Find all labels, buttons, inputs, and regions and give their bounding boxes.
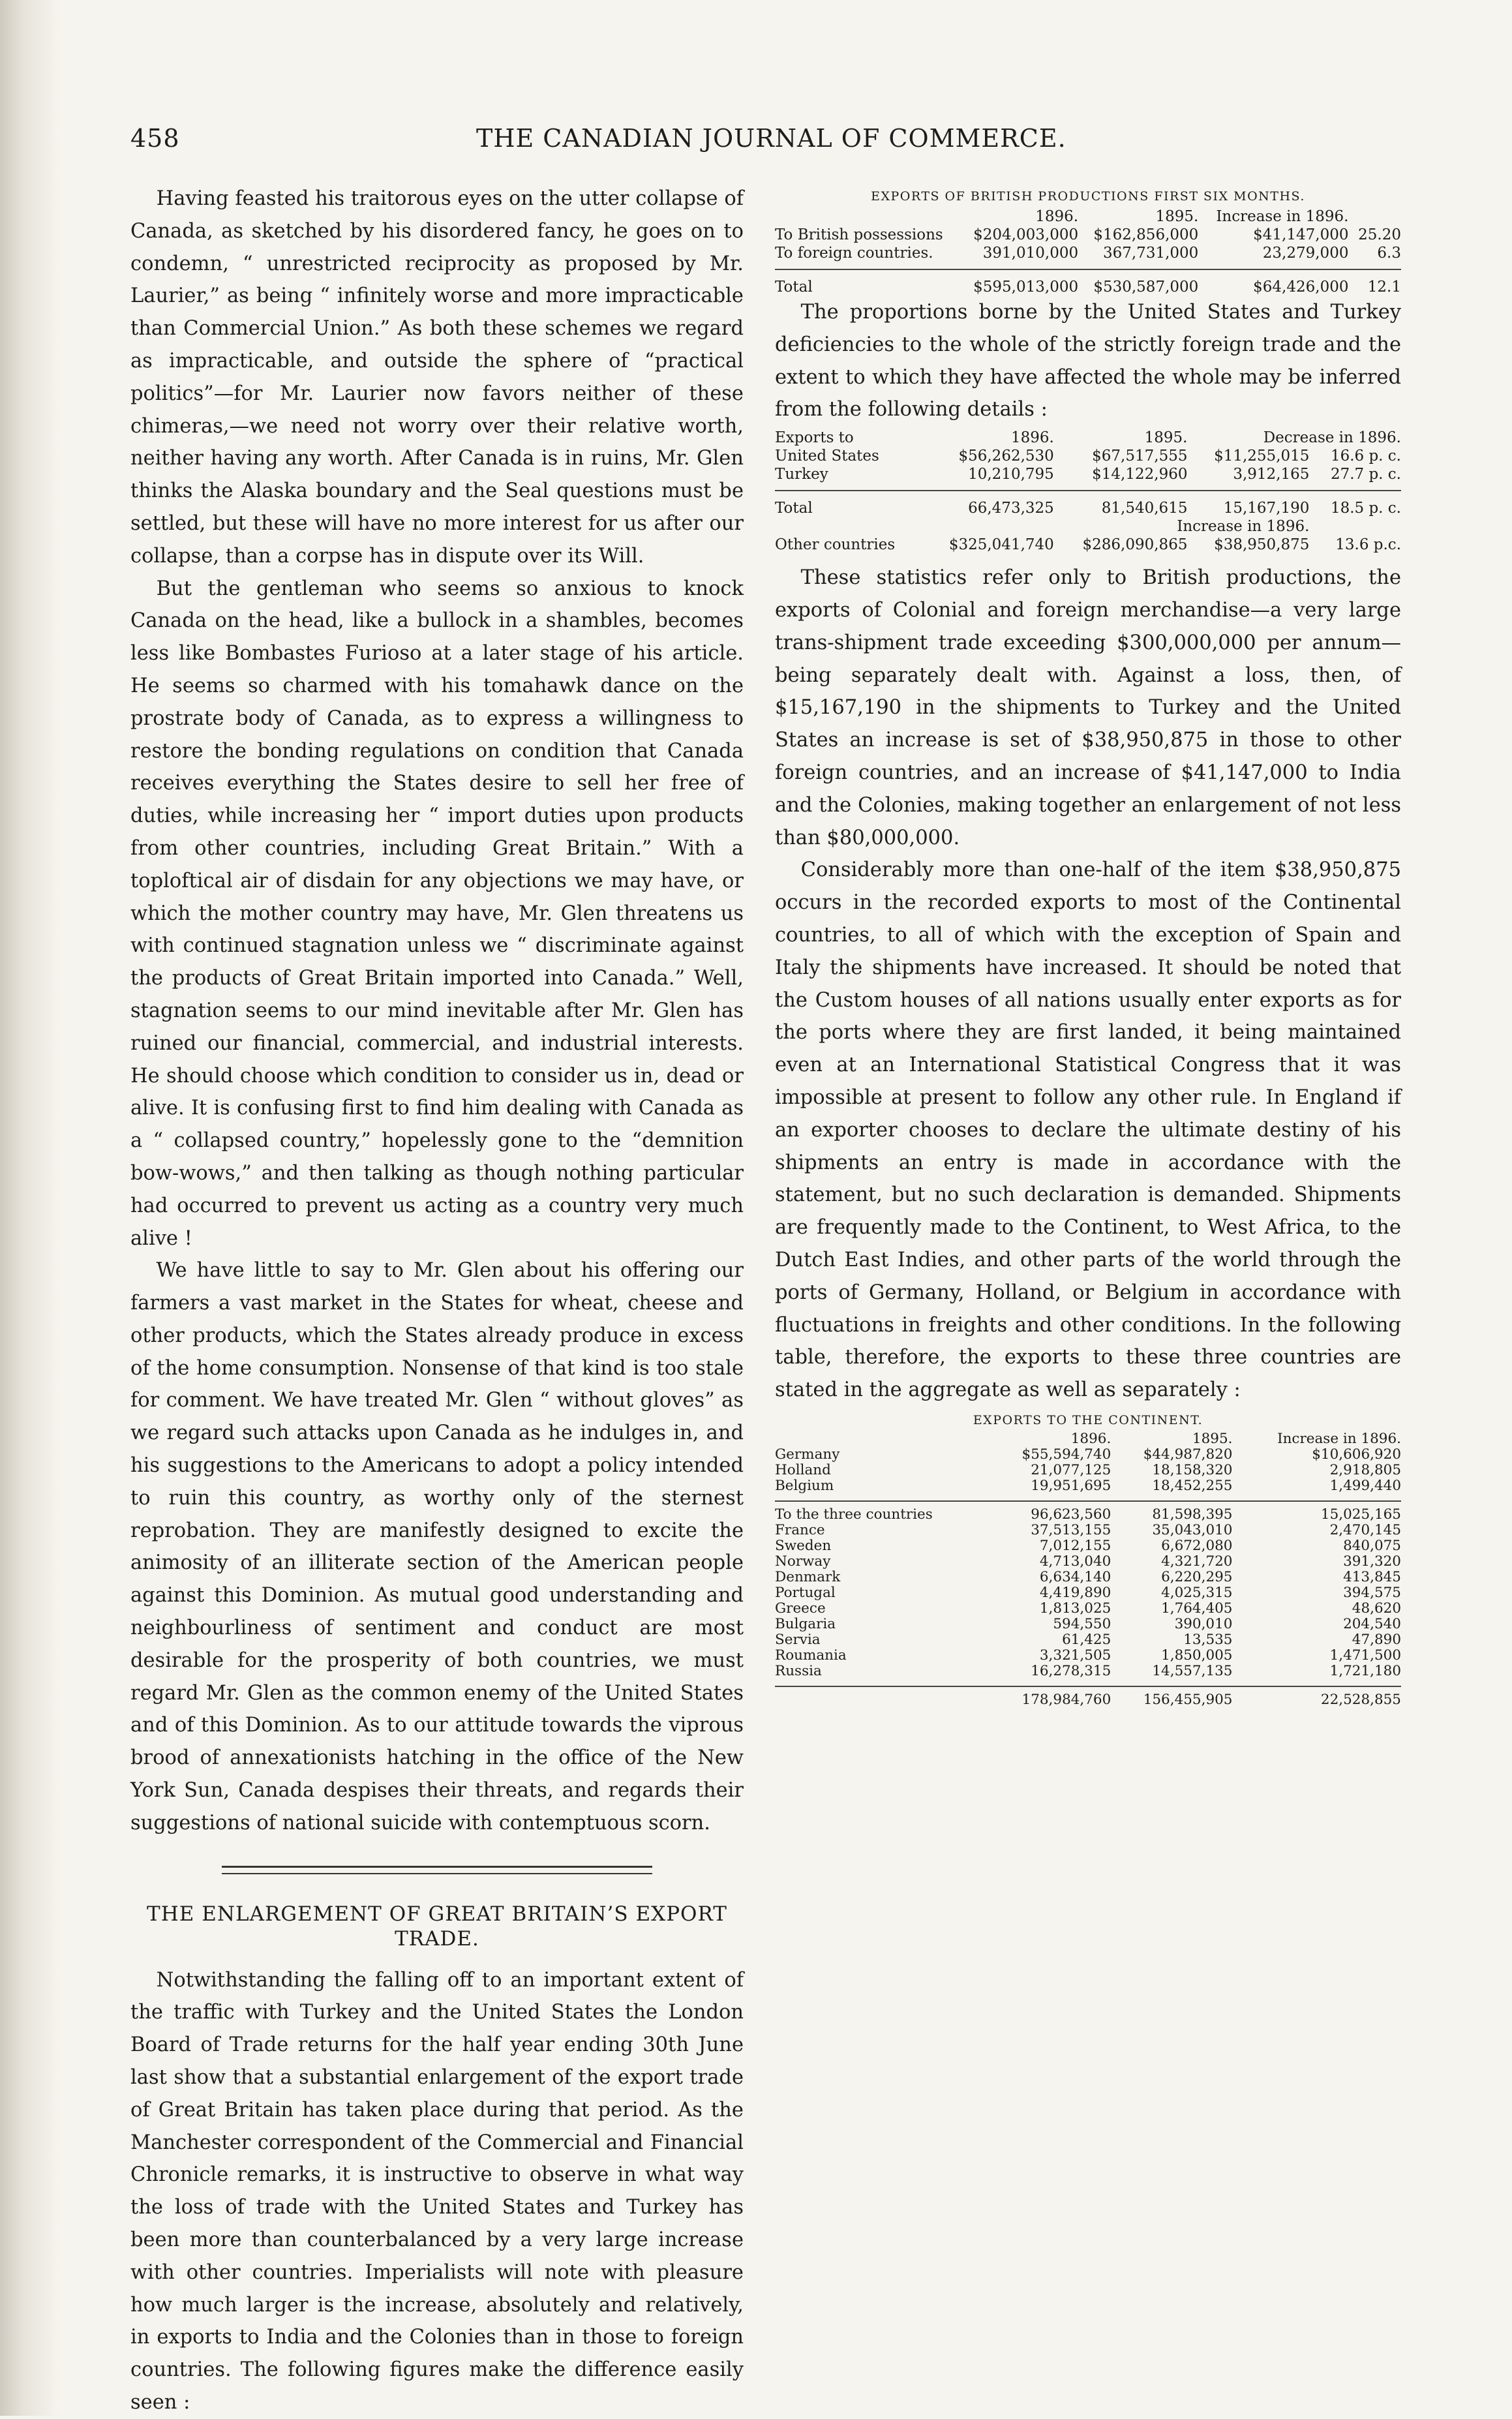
table-row: Roumania 3,321,505 1,850,005 1,471,500 [775,1647,1401,1664]
table-row: Turkey 10,210,795 $14,122,960 3,912,165 27.7 p. c. [775,466,1401,483]
right-column [775,183,1401,1708]
increase-label: Increase in 1896. [1177,518,1310,536]
page-edge-shadow [0,0,59,2416]
table-continent-caption: EXPORTS TO THE CONTINENT. [973,1412,1203,1427]
section-divider [222,1866,652,1868]
table-header: 1895. [1144,429,1188,447]
table-row: Portugal 4,419,890 4,025,315 394,575 [775,1584,1401,1601]
table-row: United States $56,262,530 $67,517,555 $11,255,015 16.6 p. c. [775,448,1401,465]
table-header [775,1431,990,1447]
left-column [130,183,744,2419]
exports-table [775,207,1401,296]
table-row: Other countries $325,041,740 $286,090,865 $38,950,875 13.6 p.c. [775,536,1401,554]
table-row: Denmark 6,634,140 6,220,295 413,845 [775,1568,1401,1585]
table-row: To foreign countries. 391,010,000 367,731,000 23,279,000 6.3 [775,245,1401,262]
table-total-row: 178,984,760 156,455,905 22,528,855 [775,1686,1401,1708]
article1-paragraph: We have little to say to Mr. Glen about his offering our farmers a vast market in the States for wheat, cheese and other products, which the States already produce in excess of the home consumption. Nonsense of that kind is too stale for comment. We have treated Mr. Glen “ without gloves” as we regard such attacks upon Canada as he indulges in, and his suggestions to the Americans to adopt a policy intended to ruin this country, as worthy only of the sternest reprobation. They are manifestly designed to excite the animosity of an illiterate section of the American people against this Dominion. As mutual good understanding and neighbourliness of sentiment and conduct are most desirable for the prosperity of both countries, we must regard Mr. Glen as the common enemy of the United States and of this Dominion. As to our attitude towards the viprous brood of annexationists hatching in the office of the New York Sun, Canada despises their threats, and regards their suggestions of national suicide with contemptuous scorn. [130,1259,744,1834]
table-total-row: Total $595,013,000 $530,587,000 $64,426,000 12.1 [775,269,1401,296]
table-header [775,207,958,226]
table-row: Norway 4,713,040 4,321,720 391,320 [775,1553,1401,1570]
article2-paragraph: The proportions borne by the United States and Turkey deficiencies to the whole of the strictly foreign trade and the extent to which they have affected the whole may be inferred from the following details : [775,301,1401,421]
continent-table [775,1431,1401,1708]
table-header: Increase in 1896. [1216,208,1349,225]
table-row: Bulgaria 594,550 390,010 204,540 [775,1615,1401,1632]
table-row: Servia 61,425 13,535 47,890 [775,1631,1401,1648]
table-header: Exports to [775,429,854,447]
table-row: Sweden 7,012,155 6,672,080 840,075 [775,1537,1401,1554]
decrease-table [775,429,1401,554]
table-row: Germany $55,594,740 $44,987,820 $10,606,920 [775,1446,1401,1463]
table-header [1348,207,1401,226]
table-exports-caption: EXPORTS OF BRITISH PRODUCTIONS FIRST SIX MONTHS. [871,189,1305,204]
article2-paragraph: Considerably more than one-half of the item $38,950,875 occurs in the recorded exports to most of the Continental countries, to all of which with the exception of Spain and Italy the shipments have increased. It should be noted that the Custom houses of all nations usually enter exports as for the ports where they are first landed, it being maintained even at an International Statistical Congress that it was impossible at present to follow any other rule. In England if an exporter chooses to declare the ultimate destiny of his shipments an entry is made in accordance with the statement, but no such declaration is demanded. Shipments are frequently made to the Continent, to West Africa, to the Dutch East Indies, and other parts of the world through the ports of Germany, Holland, or Belgium in accordance with fluctuations in freights and other conditions. In the following table, therefore, the exports to these three countries are stated in the aggregate as well as separately : [775,859,1401,1402]
journal-title: THE CANADIAN JOURNAL OF COMMERCE. [476,124,1066,153]
table-row: To British possessions $204,003,000 $162,856,000 $41,147,000 25.20 [775,226,1401,243]
table-header: 1895. [1192,1430,1233,1447]
article2-intro: Notwithstanding the falling off to an important extent of the traffic with Turkey and the United States the London Board of Trade returns for the half year ending 30th June last show that a substantial enlargement of the export trade of Great Britain has taken place during that period. As the Manchester correspondent of the Commercial and Financial Chronicle remarks, it is instructive to observe in what way the loss of trade with the United States and Turkey has been more than counterbalanced by a very large increase with other countries. Imperialists will note with pleasure how much larger is the increase, absolutely and relatively, in exports to India and the Colonies than in those to foreign countries. The following figures make the difference easily seen : [130,1968,744,2414]
table-row: France 37,513,155 35,043,010 2,470,145 [775,1521,1401,1538]
table-row: To the three countries 96,623,560 81,598,395 15,025,165 [775,1501,1401,1523]
table-row: Holland 21,077,125 18,158,320 2,918,805 [775,1461,1401,1478]
table-total-row: Total 66,473,325 81,540,615 15,167,190 18.5 p. c. [775,491,1401,517]
article2-heading: THE ENLARGEMENT OF GREAT BRITAIN’S EXPORT TRADE. [147,1902,727,1951]
table-row: Belgium 19,951,695 18,452,255 1,499,440 [775,1477,1401,1494]
table-row: Greece 1,813,025 1,764,405 48,620 [775,1600,1401,1617]
table-header: 1896. [1070,1430,1111,1447]
table-header: 1896. [1010,429,1054,447]
table-header: 1896. [1035,208,1079,225]
section-divider [222,1873,652,1874]
article1-paragraph: But the gentleman who seems so anxious to knock Canada on the head, like a bullock in a shambles, becomes less like Bombastes Furioso at a later stage of his article. He seems so charmed with his tomahawk dance on the prostrate body of Canada, as to express a willingness to restore the bonding regulations on condition that Canada receives everything the States desire to sell her free of duties, while increasing her “ import duties upon products from other countries, including Great Britain.” With a toploftical air of disdain for any objections we may have, or which the mother country may have, Mr. Glen threatens us with continued stagnation unless we “ discriminate against the products of Great Britain imported into Canada.” Well, stagnation seems to our mind inevitable after Mr. Glen has ruined our financial, commercial, and industrial interests. He should choose which condition to consider us in, dead or alive. It is confusing first to find him dealing with Canada as a “ collapsed country,” hopelessly gone to the “demnition bow-wows,” and then talking as though nothing particular had occurred to prevent us acting as a country very much alive ! [130,577,744,1250]
article2-paragraph: These statistics refer only to British productions, the exports of Colonial and foreign merchandise—a very large trans-shipment trade exceeding $300,000,000 per annum—being separately dealt with. Against a loss, then, of $15,167,190 in the shipments to Turkey and the United States an increase is set of $38,950,875 in those to other foreign countries, and an increase of $41,147,000 to India and the Colonies, making together an enlargement of not less than $80,000,000. [775,566,1401,849]
table-row: Russia 16,278,315 14,557,135 1,721,180 [775,1662,1401,1679]
table-header: Increase in 1896. [1277,1430,1401,1447]
table-header: Decrease in 1896. [1263,429,1401,447]
page-header [130,124,1429,170]
article1-paragraph: Having feasted his traitorous eyes on the utter collapse of Canada, as sketched by his disordered fancy, he goes on to condemn, “ unrestricted reciprocity as proposed by Mr. Laurier,” as being “ infinitely worse and more impracticable than Commercial Union.” As both these schemes we regard as impracticable, and outside the sphere of “practical politics”—for Mr. Laurier now favors neither of these chimeras,—we need not worry over their relative worth, neither having any worth. After Canada is in ruins, Mr. Glen thinks the Alaska boundary and the Seal questions must be settled, but these will have no more interest for us after our collapse, than a corpse has in dispute over its Will. [130,187,744,568]
page-number: 458 [130,124,180,153]
table-header: 1895. [1155,208,1199,225]
